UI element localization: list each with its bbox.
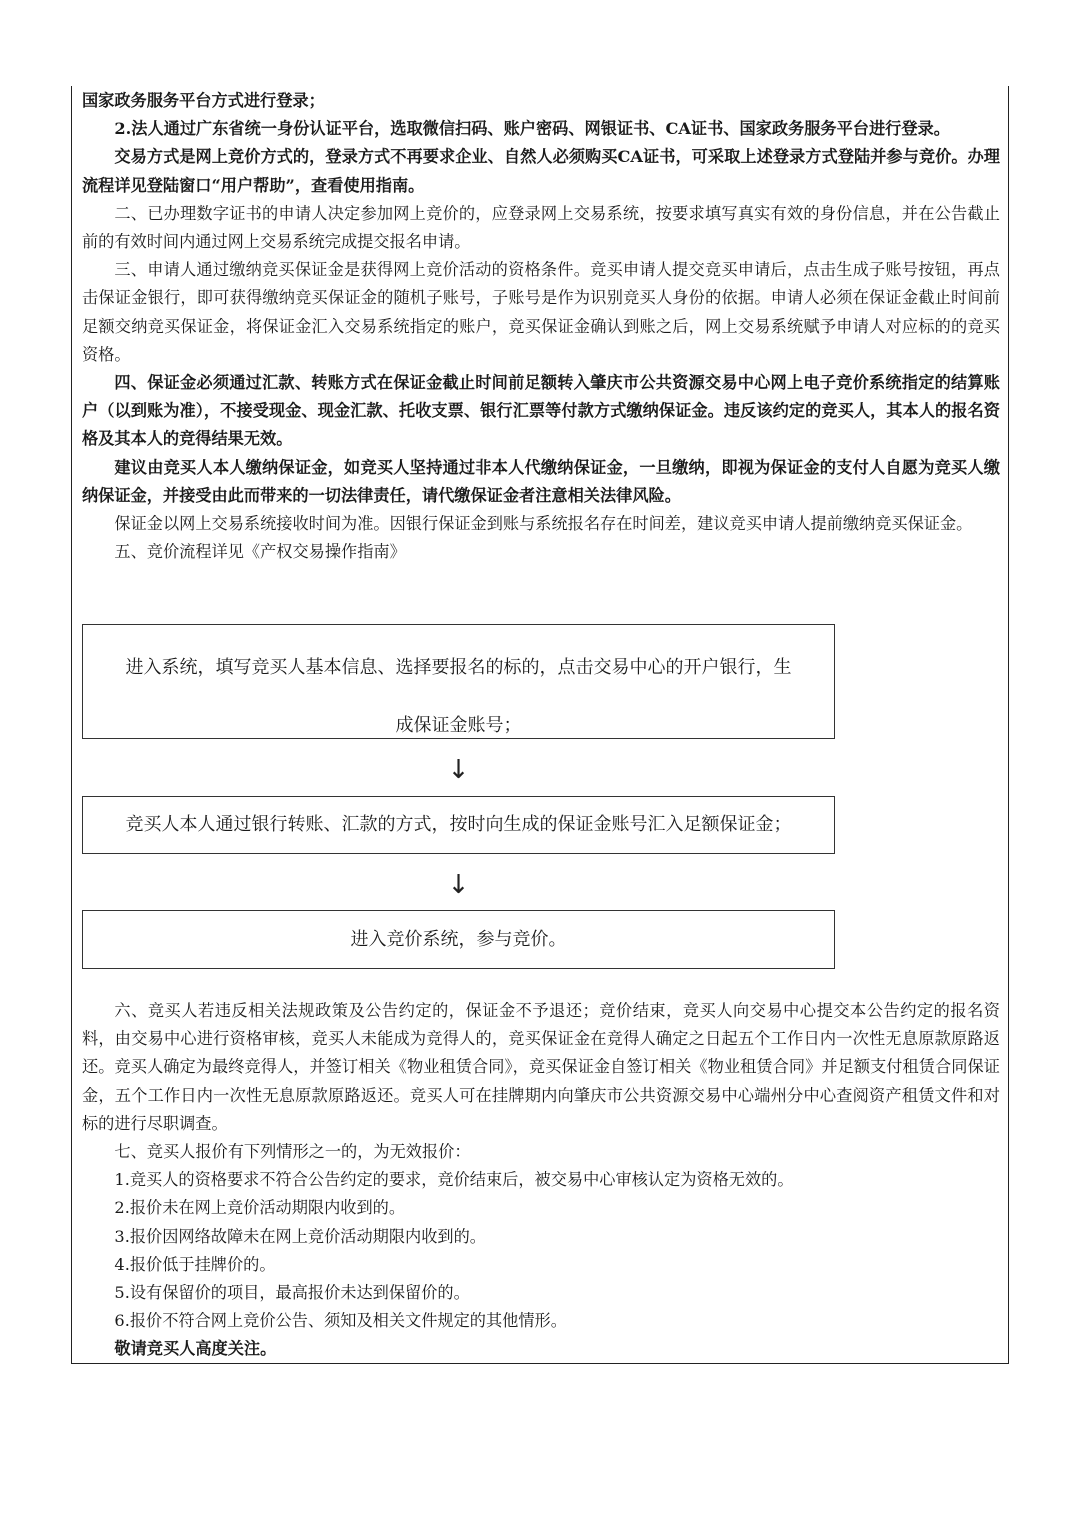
list-item-invalid-2: 2.报价未在网上竞价活动期限内收到的。	[114, 1198, 406, 1218]
paragraph-section-5: 五、竞价流程详见《产权交易操作指南》	[114, 542, 406, 562]
flow-step-1-line-2: 成保证金账号；	[395, 715, 522, 736]
closing-notice: 敬请竞买人高度关注。	[114, 1339, 277, 1359]
paragraph-login-methods: 国家政务服务平台方式进行登录；	[82, 91, 325, 110]
down-arrow-icon: ↓	[447, 755, 470, 785]
flow-step-1-box	[82, 624, 835, 739]
flow-step-2-text: 竞买人本人通过银行转账、汇款的方式，按时向生成的保证金账号汇入足额保证金；	[125, 814, 792, 835]
flow-step-3-box	[82, 910, 835, 969]
paragraph-section-4: 四、保证金必须通过汇款、转账方式在保证金截止时间前足额转入肇庆市公共资源交易中心网上电子竞价系统指定的结算账户（以到账为准），不接受现金、现金汇款、托收支票、银行汇票等付款方式缴纳保证金。违反该约定的竞买人，其本人的报名资格及其本人的竞得结果无效。	[82, 373, 1000, 449]
flow-step-2-box	[82, 796, 835, 854]
paragraph-section-6: 六、竞买人若违反相关法规政策及公告约定的，保证金不予退还；竞价结束，竞买人向交易中心提交本公告约定的报名资料，由交易中心进行资格审核，竞买人未能成为竞得人的，竞买保证金在竞得人确定之日起五个工作日内一次性无息原款原路返还。竞买人确定为最终竞得人，并签订相关《物业租赁合同》，竞买保证金自签订相关《物业租赁合同》并足额支付租赁合同保证金，五个工作日内一次性无息原款原路返还。竞买人可在挂牌期内向肇庆市公共资源交易中心端州分中心查阅资产租赁文件和对标的进行尽职调查。	[82, 1001, 1000, 1133]
flow-step-3-text: 进入竞价系统，参与竞价。	[350, 929, 567, 950]
list-item-invalid-1: 1.竞买人的资格要求不符合公告约定的要求，竞价结束后，被交易中心审核认定为资格无效的。	[114, 1170, 794, 1190]
paragraph-deposit-advice: 建议由竞买人本人缴纳保证金，如竞买人坚持通过非本人代缴纳保证金，一旦缴纳，即视为保证金的支付人自愿为竞买人缴纳保证金，并接受由此而带来的一切法律责任，请代缴保证金者注意相关法律风险。	[82, 457, 1000, 505]
paragraph-deposit-time: 保证金以网上交易系统接收时间为准。因银行保证金到账与系统报名存在时间差，建议竞买申请人提前缴纳竞买保证金。	[114, 514, 973, 534]
list-item-invalid-4: 4.报价低于挂牌价的。	[114, 1254, 276, 1274]
flow-step-1-line-1: 进入系统，填写竞买人基本信息、选择要报名的标的，点击交易中心的开户银行，生	[125, 657, 792, 678]
list-item-invalid-3: 3.报价因网络故障未在网上竞价活动期限内收到的。	[114, 1226, 486, 1246]
list-item-invalid-6: 6.报价不符合网上竞价公告、须知及相关文件规定的其他情形。	[114, 1311, 567, 1331]
paragraph-bidding-login-note: 交易方式是网上竞价方式的，登录方式不再要求企业、自然人必须购买CA证书，可采取上述登录方式登陆并参与竞价。办理流程详见登陆窗口“用户帮助”，查看使用指南。	[82, 147, 1000, 195]
paragraph-legal-person-login: 2.法人通过广东省统一身份认证平台，选取微信扫码、账户密码、网银证书、CA证书、国家政务服务平台进行登录。	[114, 119, 950, 139]
bottom-text-section	[82, 997, 1000, 1364]
paragraph-section-3: 三、申请人通过缴纳竞买保证金是获得网上竞价活动的资格条件。竞买申请人提交竞买申请后，点击生成子账号按钮，再点击保证金银行，即可获得缴纳竞买保证金的随机子账号，子账号是作为识别竞买人身份的依据。申请人必须在保证金截止时间前足额交纳竞买保证金，将保证金汇入交易系统指定的账户，竞买保证金确认到账之后，网上交易系统赋予申请人对应标的的竞买资格。	[82, 260, 1000, 364]
paragraph-section-2: 二、已办理数字证书的申请人决定参加网上竞价的，应登录网上交易系统，按要求填写真实有效的身份信息，并在公告截止前的有效时间内通过网上交易系统完成提交报名申请。	[82, 203, 1000, 252]
paragraph-section-7: 七、竞买人报价有下列情形之一的，为无效报价：	[114, 1142, 471, 1162]
list-item-invalid-5: 5.设有保留价的项目，最高报价未达到保留价的。	[114, 1283, 470, 1303]
down-arrow-icon: ↓	[447, 870, 470, 900]
top-text-section	[82, 87, 1000, 566]
